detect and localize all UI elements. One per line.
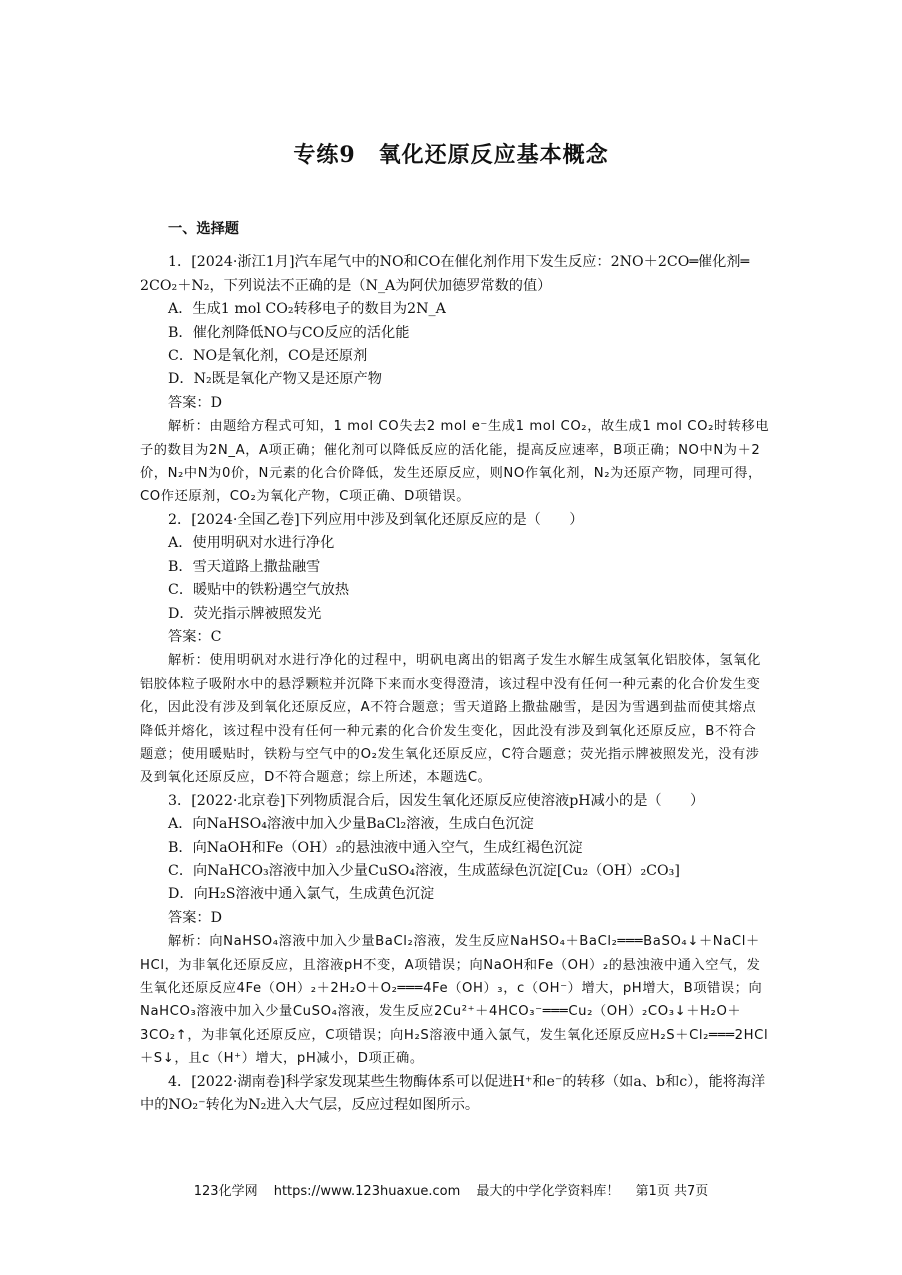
page-footer	[0, 1180, 902, 1199]
option-a: A．向NaHSO₄溶液中加入少量BaCl₂溶液，生成白色沉淀	[168, 816, 534, 833]
footer-url[interactable]: https://www.123huaxue.com	[273, 1184, 461, 1199]
answer: 答案：D	[168, 909, 222, 926]
option-b: B．向NaOH和Fe（OH）₂的悬浊液中通入空气，生成红褐色沉淀	[168, 839, 583, 856]
option-b: B．雪天道路上撒盐融雪	[168, 558, 321, 575]
option-d: D．N₂既是氧化产物又是还原产物	[168, 371, 382, 388]
question-1	[140, 251, 770, 508]
option-b: B．催化剂降低NO与CO反应的活化能	[168, 324, 410, 341]
option-c: C．NO是氧化剂，CO是还原剂	[168, 348, 368, 365]
section-heading: 一、选择题	[168, 221, 239, 237]
answer: 答案：D	[168, 394, 222, 411]
explanation: 解析：由题给方程式可知，1 mol CO失去2 mol e⁻生成1 mol CO₂，故生成1 mol CO₂时转移电子的数目为2N_A，A项正确；催化剂可以降低反应的活化能，提高反应速率，B项正确；NO中N为＋2价，N₂中N为0价，N元素的化合价降低，发生还原反应，则NO作氧化剂，N₂为还原产物，同理可得，CO作还原剂，CO₂为氧化产物，C项正确、D项错误。	[140, 419, 770, 505]
question-4	[140, 1071, 770, 1118]
option-a: A．生成1 mol CO₂转移电子的数目为2N_A	[168, 301, 446, 318]
explanation: 解析：使用明矾对水进行净化的过程中，明矾电离出的铝离子发生水解生成氢氧化铝胶体，氢氧化铝胶体粒子吸附水中的悬浮颗粒并沉降下来而水变得澄清，该过程中没有任何一种元素的化合价发生变化，因此没有涉及到氧化还原反应，A不符合题意；雪天道路上撒盐融雪，是因为雪遇到盐而使其熔点降低并熔化，该过程中没有任何一种元素的化合价发生变化，因此没有涉及到氧化还原反应，B不符合题意；使用暖贴时，铁粉与空气中的O₂发生氧化还原反应，C符合题意；荧光指示牌被照发光，没有涉及到氧化还原反应，D不符合题意；综上所述，本题选C。	[140, 653, 761, 786]
footer-site: 123化学网	[193, 1184, 258, 1199]
option-c: C．向NaHCO₃溶液中加入少量CuSO₄溶液，生成蓝绿色沉淀[Cu₂（OH）₂CO₃]	[168, 862, 680, 879]
explanation: 解析：向NaHSO₄溶液中加入少量BaCl₂溶液，发生反应NaHSO₄＋BaCl₂═══BaSO₄↓＋NaCl＋HCl，为非氧化还原反应，且溶液pH不变，A项错误；向NaOH和Fe（OH）₂的悬浊液中通入空气，发生氧化还原反应4Fe（OH）₂＋2H₂O＋O₂═══4Fe（OH）₃，c（OH⁻）增大，pH增大，B项错误；向NaHCO₃溶液中加入少量CuSO₄溶液，发生反应2Cu²⁺＋4HCO₃⁻═══Cu₂（OH）₂CO₃↓＋H₂O＋3CO₂↑，为非氧化还原反应，C项错误；向H₂S溶液中通入氯气，发生氧化还原反应H₂S＋Cl₂═══2HCl＋S↓，且c（H⁺）增大，pH减小，D项正确。	[140, 934, 769, 1067]
option-a: A．使用明矾对水进行净化	[168, 535, 335, 552]
option-d: D．向H₂S溶液中通入氯气，生成黄色沉淀	[168, 886, 435, 903]
footer-slogan: 最大的中学化学资料库！	[476, 1184, 620, 1199]
page-title: 专练9 氧化还原反应基本概念	[293, 142, 609, 168]
answer: 答案：C	[168, 628, 222, 645]
question-2	[140, 509, 770, 790]
question-stem-cont: 2CO₂＋N₂，下列说法不正确的是（N_A为阿伏加德罗常数的值）	[140, 277, 552, 294]
option-d: D．荧光指示牌被照发光	[168, 605, 322, 622]
question-stem: 4．[2022·湖南卷]科学家发现某些生物酶体系可以促进H⁺和e⁻的转移（如a、b和c），能将海洋中的NO₂⁻转化为N₂进入大气层，反应过程如图所示。	[140, 1073, 766, 1114]
question-stem: 1．[2024·浙江1月]汽车尾气中的NO和CO在催化剂作用下发生反应：2NO＋2CO═催化剂═	[168, 254, 750, 271]
document-body	[140, 218, 770, 1117]
question-stem: 3．[2022·北京卷]下列物质混合后，因发生氧化还原反应使溶液pH减小的是（ ）	[168, 792, 705, 809]
question-3	[140, 790, 770, 1071]
option-c: C．暖贴中的铁粉遇空气放热	[168, 582, 350, 599]
question-stem: 2．[2024·全国乙卷]下列应用中涉及到氧化还原反应的是（ ）	[168, 511, 584, 528]
footer-page-number: 第1页 共7页	[635, 1184, 709, 1199]
